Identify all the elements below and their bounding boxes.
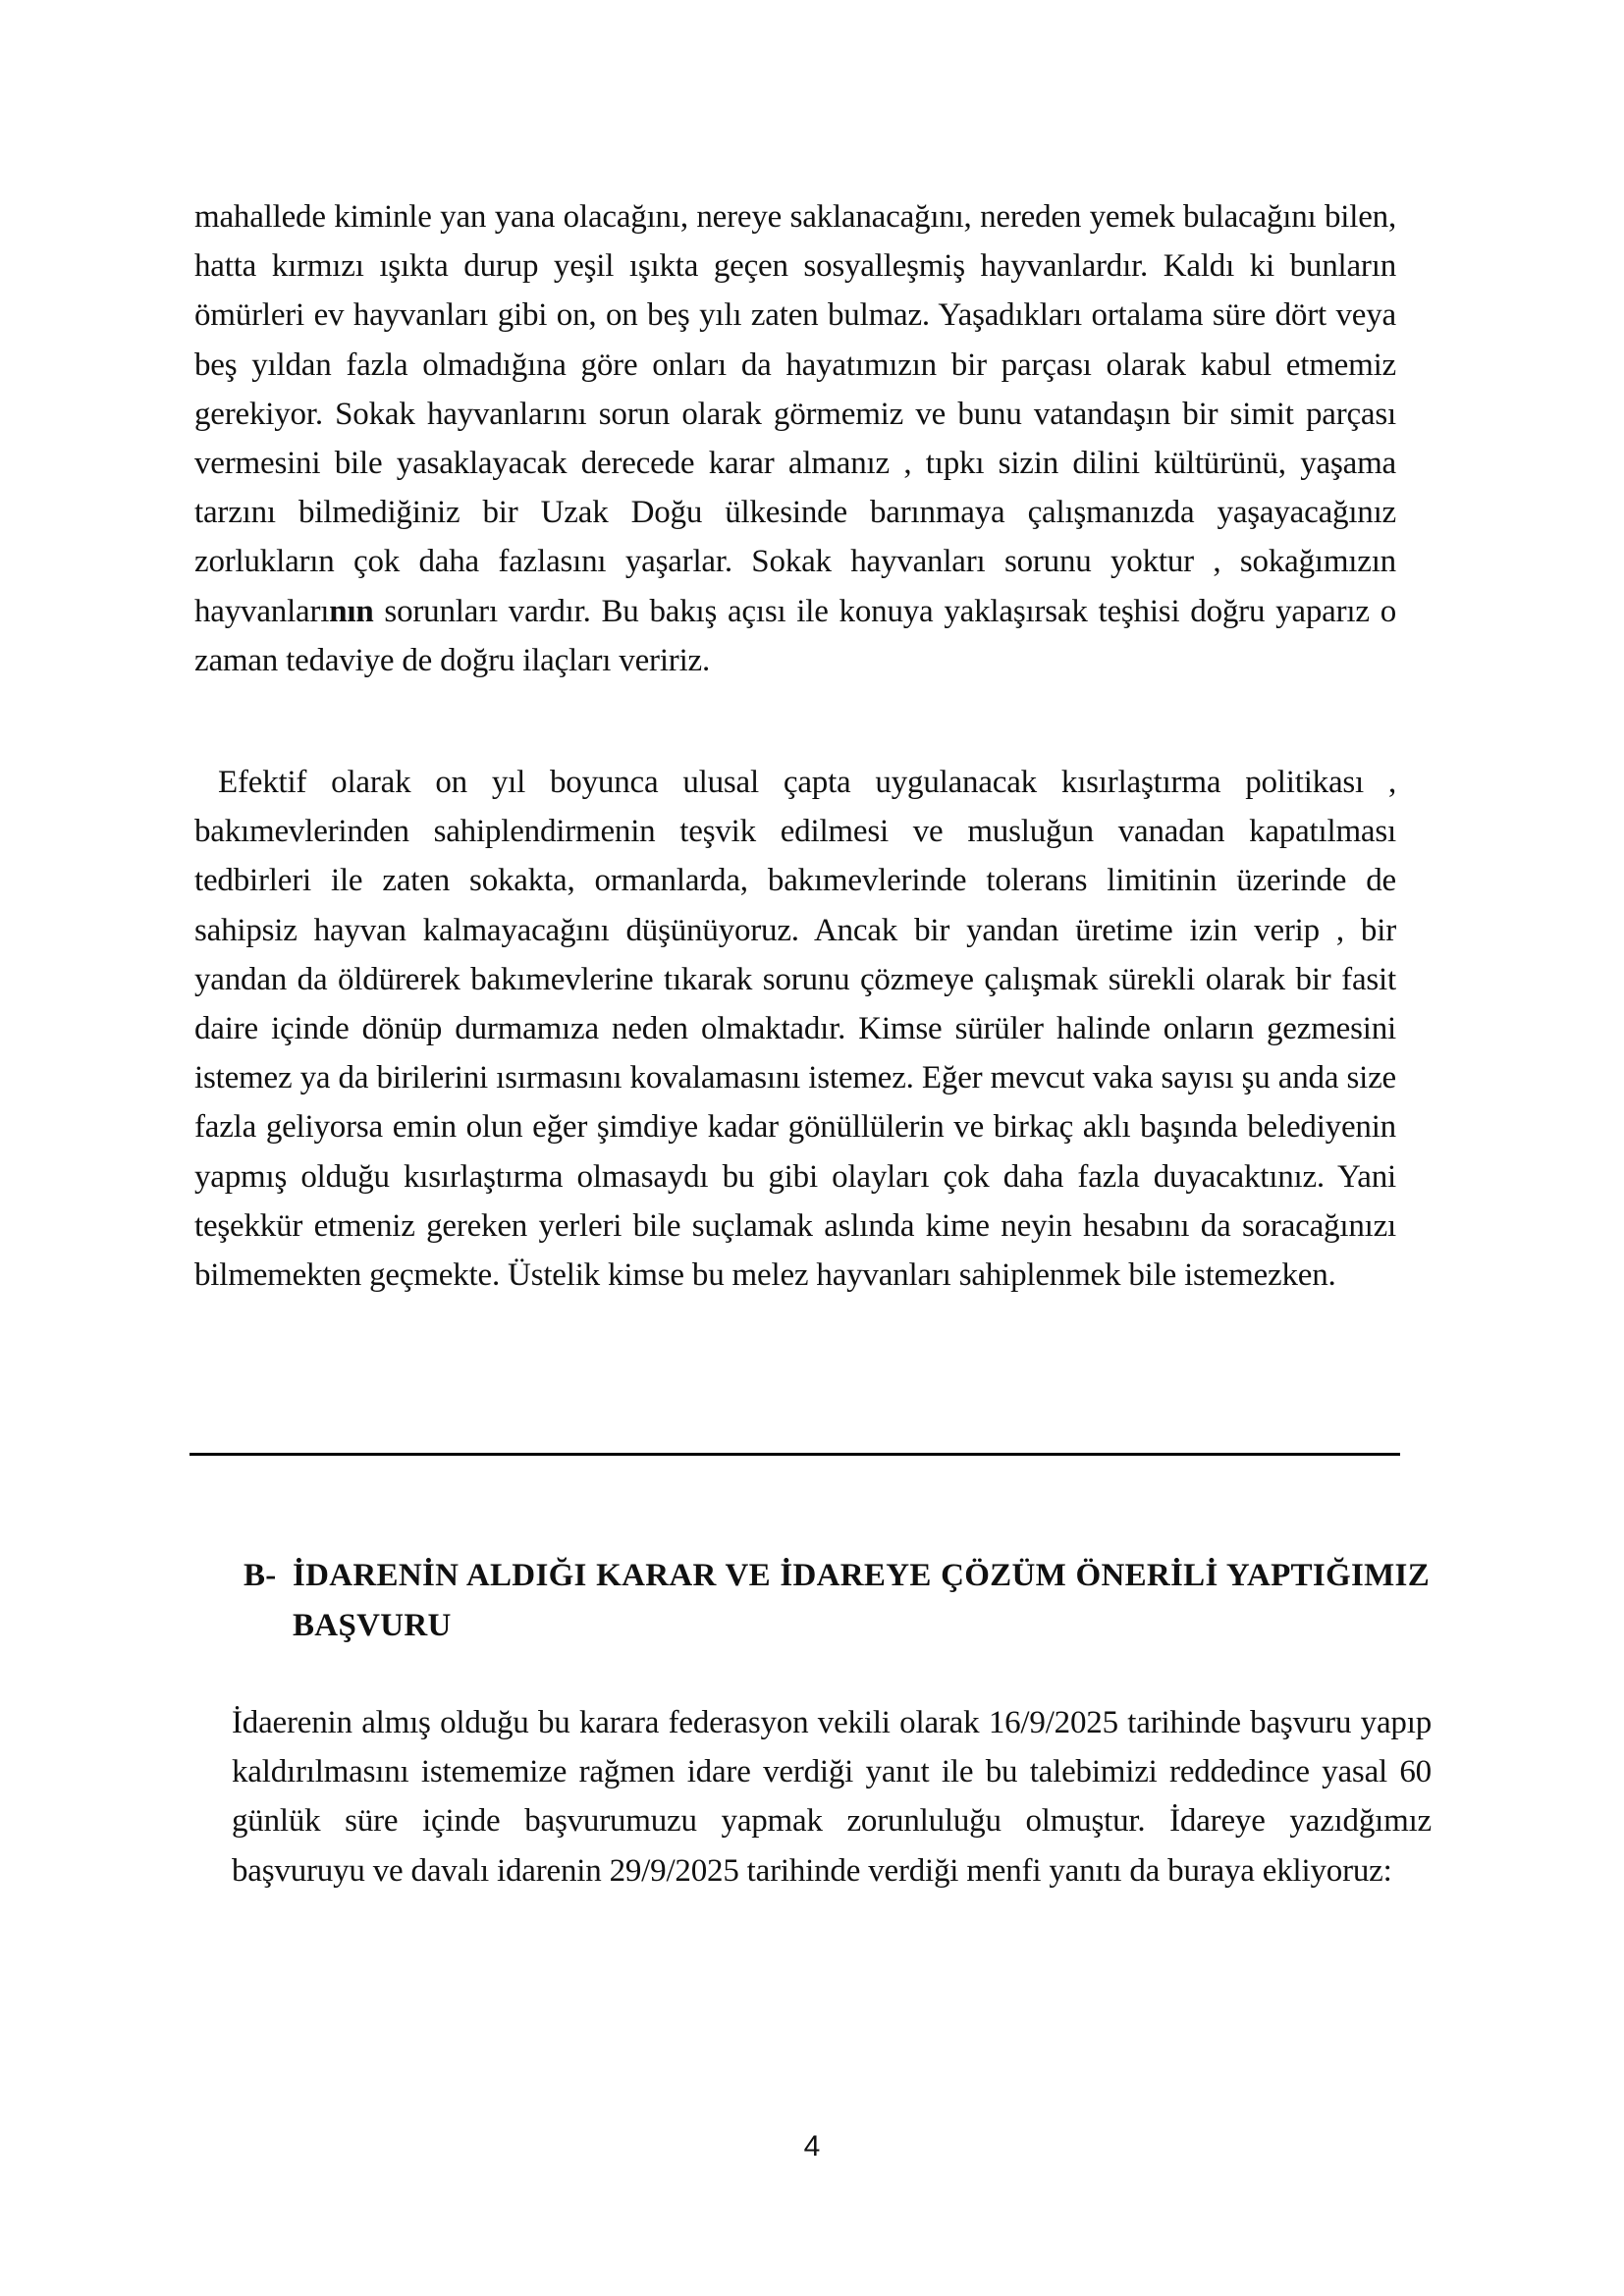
page-number: 4 [803, 2130, 821, 2163]
body-paragraph-2: Efektif olarak on yıl boyunca ulusal çapta uygulanacak kısırlaştırma politikası , bakımevlerinden sahiplendirmenin teşvik edilmesi ve musluğun vanadan kapatılması tedbirleri ile zaten sokakta, ormanlarda, bakımevlerinde tolerans limitinin üzerinde de sahipsiz hayvan kalmayacağını düşünüyoruz. Ancak bir yandan üretime izin verip , bir yandan da öldürerek bakımevlerine tıkarak sorunu çözmeye çalışmak sürekli olarak bir fasit daire içinde dönüp durmamıza neden olmaktadır. Kimse sürüler halinde onların gezmesini istemez ya da birilerini ısırmasını kovalamasını istemez. Eğer mevcut vaka sayısı şu anda size fazla geliyorsa emin olun eğer şimdiye kadar gönüllülerin ve birkaç aklı başında belediyenin yapmış olduğu kısırlaştırma olmasaydı bu gibi olayları çok daha fazla duyacaktınız. Yani teşekkür etmeniz gereken yerleri bile suçlamak aslında kime neyin hesabını da soracağınızı bilmemekten geçmekte. Üstelik kimse bu melez hayvanları sahiplenmek bile istemezken. [194, 765, 1396, 1294]
paragraph-text-continued: sorunları vardır. Bu bakış açısı ile konuya yaklaşırsak teşhisi doğru yaparız o zaman tedaviye de doğru ilaçları veririz. [194, 593, 1396, 678]
bold-suffix: nın [329, 593, 374, 629]
body-paragraph-1 [194, 192, 1396, 685]
section-title: İDARENİN ALDIĞI KARAR VE İDAREYE ÇÖZÜM ÖNERİLİ YAPTIĞIMIZ BAŞVURU [293, 1558, 1430, 1643]
paragraph-text: mahallede kiminle yan yana olacağını, nereye saklanacağını, nereden yemek bulacağını bilen, hatta kırmızı ışıkta durup yeşil ışıkta geçen sosyalleşmiş hayvanlardır. Kaldı ki bunların ömürleri ev hayvanları gibi on, on beş yılı zaten bulmaz. Yaşadıkları ortalama süre dört veya beş yıldan fazla olmadığına göre onları da hayatımızın bir parçası olarak kabul etmemiz gerekiyor. Sokak hayvanlarını sorun olarak görmemiz ve bunu vatandaşın bir simit parçası vermesini bile yasaklayacak derecede karar almanız , tıpkı sizin dilini kültürünü, yaşama tarzını bilmediğiniz bir Uzak Doğu ülkesinde barınmaya çalışmanızda yaşayacağınız zorlukların çok daha fazlasını yaşarlar. Sokak hayvanları sorunu yoktur , sokağımızın hayvanları [194, 199, 1396, 629]
horizontal-rule [189, 1453, 1400, 1456]
section-number: B- [244, 1558, 277, 1593]
section-paragraph: İdaerenin almış olduğu bu karara federasyon vekili olarak 16/9/2025 tarihinde başvuru yapıp kaldırılmasını istememize rağmen idare verdiği yanıt ile bu talebimizi reddedince yasal 60 günlük süre içinde başvurumuzu yapmak zorunluluğu olmuştur. İdareye yazıdğımız başvuruyu ve davalı idarenin 29/9/2025 tarihinde verdiği menfi yanıtı da buraya ekliyoruz: [232, 1705, 1432, 1889]
